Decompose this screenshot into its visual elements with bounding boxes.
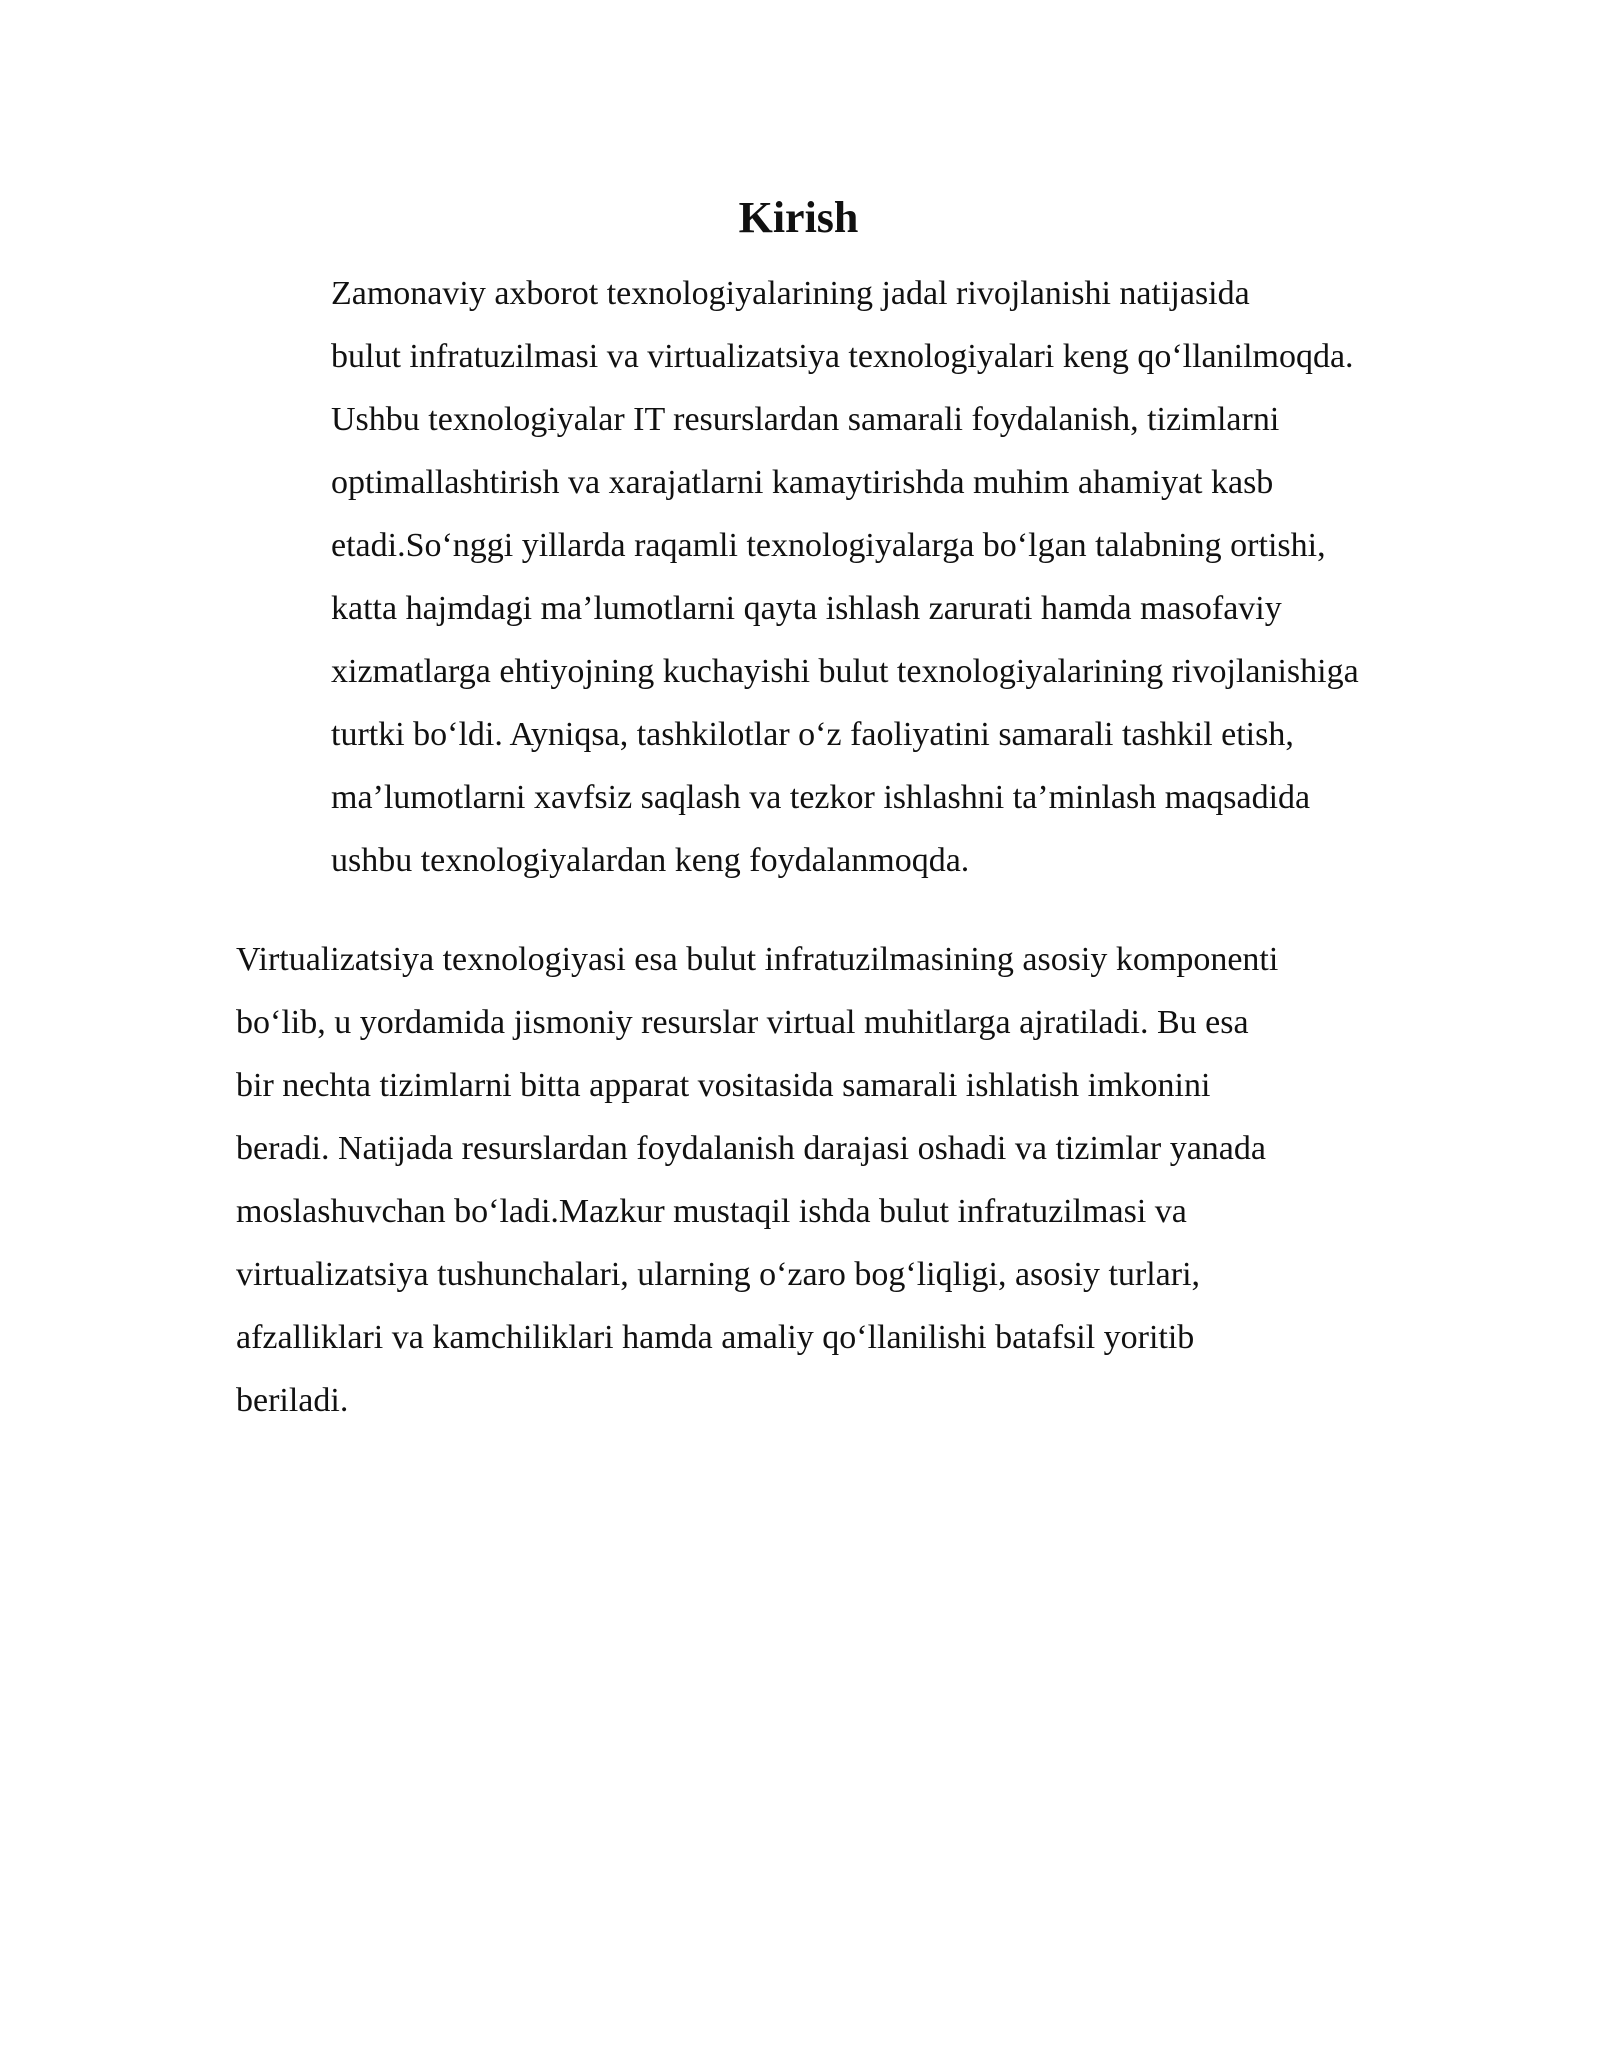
paragraph-intro bbox=[236, 262, 1361, 892]
paragraph-line: xizmatlarga ehtiyojning kuchayishi bulut texnologiyalarining rivojlanishiga bbox=[331, 653, 1359, 690]
page-content bbox=[236, 190, 1361, 1432]
paragraph-line: optimallashtirish va xarajatlarni kamaytirishda muhim ahamiyat kasb bbox=[331, 464, 1274, 501]
page-title: Kirish bbox=[738, 193, 859, 242]
paragraph-line: Virtualizatsiya texnologiyasi esa bulut infratuzilmasining asosiy komponenti bbox=[236, 941, 1279, 978]
paragraph-line: beradi. Natijada resurslardan foydalanish darajasi oshadi va tizimlar yanada bbox=[236, 1130, 1266, 1167]
paragraph-line: bulut infratuzilmasi va virtualizatsiya texnologiyalari keng qo‘llanilmoqda. bbox=[331, 338, 1354, 375]
paragraph-line: moslashuvchan bo‘ladi.Mazkur mustaqil ishda bulut infratuzilmasi va bbox=[236, 1193, 1187, 1230]
paragraph-line: bo‘lib, u yordamida jismoniy resurslar virtual muhitlarga ajratiladi. Bu esa bbox=[236, 1004, 1249, 1041]
paragraph-line: ushbu texnologiyalardan keng foydalanmoqda. bbox=[331, 842, 970, 879]
paragraph-line: etadi.So‘nggi yillarda raqamli texnologiyalarga bo‘lgan talabning ortishi, bbox=[331, 527, 1326, 564]
paragraph-line: beriladi. bbox=[236, 1382, 349, 1419]
paragraph-line: katta hajmdagi ma’lumotlarni qayta ishlash zarurati hamda masofaviy bbox=[331, 590, 1282, 627]
paragraph-line: Zamonaviy axborot texnologiyalarining jadal rivojlanishi natijasida bbox=[331, 275, 1250, 312]
paragraph-line: Ushbu texnologiyalar IT resurslardan samarali foydalanish, tizimlarni bbox=[331, 401, 1280, 438]
paragraph-line: afzalliklari va kamchiliklari hamda amaliy qo‘llanilishi batafsil yoritib bbox=[236, 1319, 1195, 1356]
paragraph-line: bir nechta tizimlarni bitta apparat vositasida samarali ishlatish imkonini bbox=[236, 1067, 1211, 1104]
paragraph-line: virtualizatsiya tushunchalari, ularning o‘zaro bog‘liqligi, asosiy turlari, bbox=[236, 1256, 1201, 1293]
paragraph-line: turtki bo‘ldi. Ayniqsa, tashkilotlar o‘z faoliyatini samarali tashkil etish, bbox=[331, 716, 1294, 753]
paragraph-line: ma’lumotlarni xavfsiz saqlash va tezkor ishlashni ta’minlash maqsadida bbox=[331, 779, 1311, 816]
paragraph-virtualization bbox=[236, 928, 1361, 1432]
